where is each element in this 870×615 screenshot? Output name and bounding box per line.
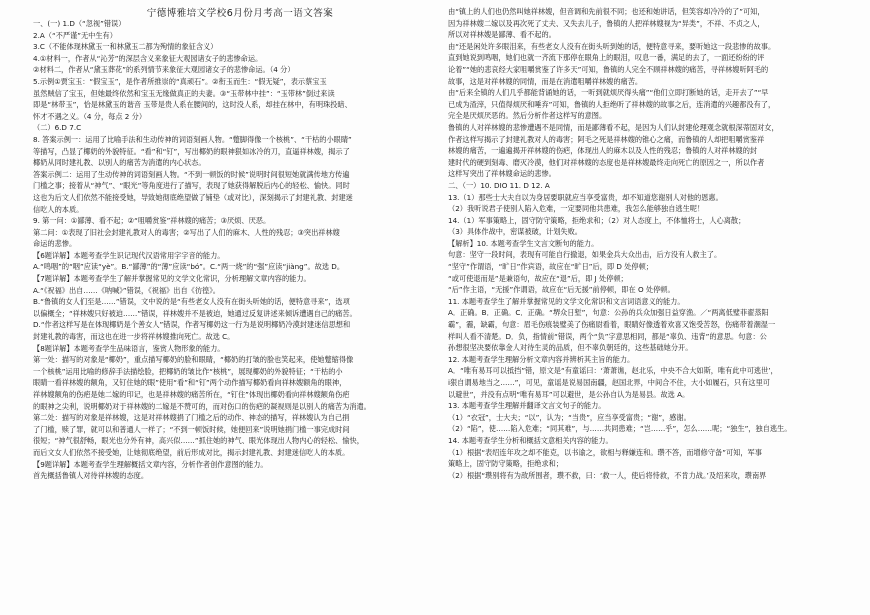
text-line: 由“后来全镇的人们几乎都能背诵她的话，一听到就烦厌得头痛”“他们立即打断她的话，走开去了”“早 bbox=[448, 88, 769, 98]
text-line: 第一处：描写的对象是“椰奶”，重点描写椰奶的脸和眼睛，“椰奶的打皱的脸也笑起来，使她蹩缩得像 bbox=[33, 355, 354, 365]
text-line: 【解析】10. 本题考查学生文言文断句的能力。 bbox=[448, 238, 599, 248]
text-line: 9. 第一问：①鄙薄、看不起；②“咀嚼赏鉴”祥林嫂的痛苦；③厌烦、厌恶。 bbox=[33, 216, 271, 226]
text-line: 等描写，凸显了椰奶的外貌特征。“看”和“钉”，写出椰奶的眼神狠如冰冷的刀，直逼祥林嫂，揭示了 bbox=[33, 146, 350, 156]
text-line: 林嫂的痛苦，一遍遍揭开祥林嫂的伤疤，体现出人的麻木以及人性的残忍；鲁镇的人对祥林嫂的封 bbox=[448, 146, 758, 156]
text-line: 门槛之事；接着从“神气”、“眼光”等角度进行了描写，表现了她获得解脱后内心的轻松、愉快。同时 bbox=[33, 181, 350, 191]
text-line: 直到她说到鸣咽，她们也就一齐流下那停在眼角上的眼泪，叹息一番，满足的去了，一面还纷纷的评 bbox=[448, 53, 765, 63]
text-line: 一个核桃”运用比喻的修辞手法描绘脸，把椰奶的皱比作“核桃”，展现椰奶的外貌特征；“干枯的小 bbox=[33, 366, 343, 376]
text-line: 第二处：描写的对象是祥林嫂，这是对祥林嫂捐了门槛之后的动作、神态的描写，祥林嫂认为自己捐 bbox=[33, 413, 350, 423]
text-line: 12. 本题考查学生理解分析文章内容并辨析其主旨的能力。 bbox=[448, 354, 635, 364]
text-line: 第二问：①表现了旧社会封建礼教对人的毒害；②写出了人们的麻木、人性的残忍；③突出祥林嫂 bbox=[33, 227, 340, 237]
text-line: （2）根据“瓒别将有为敌所围者，瓒不救，曰：‘救一人，使后将恃救，不肯力战。’及绍来攻，瓒南界 bbox=[448, 470, 767, 480]
text-line: 信吃人的本质。 bbox=[33, 204, 84, 214]
text-line: 【7题详解】本题考查学生了解并掌握常见的文学文化常识，分析理解文章内容的能力。 bbox=[33, 274, 311, 284]
text-line: 完全是厌烦厌恶的。然后分析作者这样写的意图。 bbox=[448, 111, 607, 121]
text-line: A.“鸣咽”的“咽”应读“yè”。B.“鄙薄”的“薄”应读“bó”。C.“两一烧”的“强”应读“jiàng”。故选 D。 bbox=[33, 262, 345, 272]
text-line: 建时代的硬到刻毒、磨灭冷漠，他们对祥林嫂的态度也是祥林嫂最终走向死亡的原因之一，所以作者 bbox=[448, 157, 765, 167]
text-line: 鲁镇的人对祥林嫂的悲惨遭遇不是同情，而是鄙薄看不起，是因为人们认封建伦理观念就根深蒂固对女， bbox=[448, 122, 779, 132]
text-line: 14.（1）军事策略上，固守防守策略，拒绝求和；（2）对人态度上，不体恤将士，人心离散； bbox=[448, 215, 746, 225]
text-line: 答案示例二：运用了生动传神的词语刻画人物。“不到一顿饭的时候”说明时间很短她就满传地方传遍 bbox=[33, 169, 350, 179]
text-line: “坚守”作谓语，“旷日”作宾语，故应在“旷日”后，即 D 处停顿； bbox=[448, 262, 653, 272]
text-line: 封建礼教的毒害，而这也在进一步将祥林嫂推向死亡。故选 C。 bbox=[33, 332, 235, 342]
text-line: （2）“陷”，使……陷入危难；“同其难”，与……共同患难；“岂……乎”，怎么……呢；“独生”，独自逃生。 bbox=[448, 424, 792, 434]
text-line: 由“还是闲处许多眼泪来，有些老女人没有在街头听到她的话，便特意寻来，要听她这一段悲惨的故事。 bbox=[448, 41, 776, 51]
text-line: 霸”，霾，缺霸，句意：眉毛伤痕装璧美了伤痛尉看着，眼睛好像透着欢喜又饱受苦怒，伤痛带着潮湿一 bbox=[448, 320, 776, 330]
text-line: 3.C（不能体现林黛玉一和林黛玉二都为殉情的象征含义） bbox=[33, 42, 218, 52]
text-line: 虽然贼信了宝玉，但她最终依然和宝玉无缘做真正的夫妻。③“玉带林中挂”：“玉带林”倒过来读 bbox=[33, 88, 335, 98]
document-title: 宁德博雅培文学校6月份月考高一语文答案 bbox=[146, 8, 334, 19]
text-line: 而后文女人们依然不接受她，让她彻底绝望，前后形成对比，揭示封建礼教、封建迷信吃人的本质。 bbox=[33, 447, 350, 457]
text-line: 这样写突出了祥林嫂命运的悲惨。 bbox=[448, 169, 556, 179]
text-line: 11. 本题考查学生了解并掌握常见的文学文化常识和文言词语意义的能力。 bbox=[448, 296, 685, 306]
text-line: 祥林嫂额角的伤疤是她二嫁的印记，也是祥林嫂的痛苦所在，“钉住”体现出椰奶看向祥林嫂额角伤疤 bbox=[33, 390, 350, 399]
text-line: （二）6.D 7.C bbox=[33, 123, 82, 133]
text-line: 样叫人看不清楚。D．负，指情前“错误，两个“负”字意思相同，都是“辜负、违背”的意思。句意：公 bbox=[448, 331, 767, 341]
text-line: 2.A（“不严谨”无中生有） bbox=[33, 30, 117, 40]
text-line: 以偏概全；“祥林嫂只好被迫……”错误，祥林嫂并不是被迫，她通过反复讲述来倾诉遭遇自己的痛苦。 bbox=[33, 308, 357, 318]
text-line: （1）“衣冠”，士大夫；“以”，认为；“当贵”，应当享受富贵；“谢”，感谢。 bbox=[448, 412, 691, 422]
text-line: ⅰ狠自谓易地当之……”，可见，童谣是说易国南疆，赵国北界，中间合不住，大小如履石，只有这里可 bbox=[448, 378, 770, 387]
text-line: 以避世”，并没有点明“唯有易耳”可以避世，是公孙自认为是易县。故选 A。 bbox=[448, 389, 690, 399]
text-line: 【6题详解】本题考查学生识记现代汉语常用字字音的能力。 bbox=[33, 250, 225, 260]
text-line: 14. 本题考查学生分析和概括文意相关内容的能力。 bbox=[448, 435, 613, 445]
text-line: 首先概括鲁镇人对待祥林嫂的态度。 bbox=[33, 471, 149, 481]
text-line: 13.（1）那些士大夫自以为身居要职就应当享受富贵，却不知道您谢别人对他的恩惠。 bbox=[448, 192, 723, 202]
text-line: 4.①材料一，作者从“沁芳”的深层含义来象征大观园诸女子的悲惨命运。 bbox=[33, 53, 263, 63]
text-line: 命运的悲惨。 bbox=[33, 239, 77, 249]
text-line: 眼睛一看祥林嫂的额角，又钉住她的眼”使用“看”和“钉”两个动作描写椰奶看向祥林嫂额角的眼神， bbox=[33, 378, 347, 388]
text-line: 【9题详解】本题考查学生理解概括文章内容，分析作者创作意图的能力。 bbox=[33, 459, 268, 469]
text-line: 椰奶从同时建礼教、以别人的痛苦为消遣的内心状态。 bbox=[33, 158, 206, 168]
text-line: 由“镇上的人们也仍然叫她祥林嫂，但音调和先前很不同；也还和她讲话，但笑容却冷冷的了”可知， bbox=[448, 7, 765, 16]
text-line: 句意：坚守一段时间，表现有可能自行撤退，如果金兵大众出击，后方没有人救主了。 bbox=[448, 250, 722, 260]
text-line: 的眼神之尖利，说明椰奶对于祥林嫂的二嫁是不赞可的，而对伤口的伤疤的凝视则是以别人的痛苦为消遣。 bbox=[33, 401, 371, 411]
text-line: （1）根据“表绍连年攻之却不能克，以书谕之，欲相与释嫌连和。瓒不答，而增修守备”可知，军事 bbox=[448, 447, 762, 457]
text-line: 策略上，固守防守策略，拒绝求和； bbox=[448, 459, 564, 469]
text-line: “或可使退而是”是兼语句，故应在“退”后，即 J 处停顿； bbox=[448, 273, 628, 283]
text-line: 13. 本题考查学生理解并翻译文言文句子的能力。 bbox=[448, 401, 606, 411]
text-line: 所以对祥林嫂是鄙薄、看不起的。 bbox=[448, 30, 556, 40]
text-line: A．正确。B．正确。C．正确。“堺众日堑”，句意：公孙的兵众加强日益穿渔。／“两离低璧菲翟蒸阳 bbox=[448, 308, 769, 318]
text-line: 因为祥林嫂二嫁以及再次死了丈夫、又失去儿子，鲁镇的人把祥林嫂视为“异类”，不祥、不贞之人， bbox=[448, 18, 765, 28]
text-line: 二、（一）10. DIO 11. D 12. A bbox=[448, 180, 550, 190]
text-line: 即是“林带玉”，恰是林黛玉的谐音 玉带是贵人系在腰间的，这时没人系，却挂在林中，有明珠投暗、 bbox=[33, 100, 352, 110]
text-line: 怀才不遇之义。（4 分，每点 2 分） bbox=[33, 111, 147, 121]
text-line: 孙想很坚决要依靠金人对待生灵的品质，但不辜负朝廷的，这些基础她分开。 bbox=[448, 343, 693, 353]
text-line: 一、(一) 1.D（“忽视”错误） bbox=[33, 19, 126, 28]
text-line: 已成为渣滓，只值得烦厌和唾弃”可知，鲁镇的人拒绝听了祥林嫂的故事之后，连消遣的兴趣都没有了， bbox=[448, 99, 776, 109]
text-line: 5.示例①贾宝玉：“假宝玉”，是作者所推崇的“真顽石”。②衔玉而生：“假无疑”，表示蔡宝玉 bbox=[33, 76, 327, 86]
text-line: （2）我听说君子使别人陷入危难，一定要同他共患难，我怎么能够独自逃生呢！ bbox=[448, 204, 705, 214]
text-line: 论着”“她的悲哀经大家咀嚼赏鉴了许多天”可知，鲁镇的人完全不顾祥林嫂的痛苦，寻祥林嫂听阿毛的 bbox=[448, 64, 769, 74]
right-column bbox=[448, 6, 858, 481]
text-line: 很短；“神气很舒畅，眼光也分外有神，高兴似……”抓住她的神气、眼光体现出人物内心的轻松、愉快， bbox=[33, 436, 364, 446]
text-line: A.“《祝福》出自……《呐喊》”错误，《祝福》出自《彷徨》。 bbox=[33, 285, 220, 295]
text-line: 这也为后文人们依然不能接受她，导致她彻底绝望做了铺垫（或对比），深刻揭示了封建礼教、封建迷 bbox=[33, 192, 353, 202]
text-line: ②材料二，作者从“黛玉葬花”的系列情节来象征大观园诸女子的悲惨命运。（4 分） bbox=[33, 65, 295, 75]
text-line: D.“作者这样写是在体现椰奶是个善女人”错误，作者写椰奶这一行为是说明椰奶冷漠封建迷信思想和 bbox=[33, 320, 351, 330]
left-column bbox=[33, 18, 443, 482]
text-line: “后”作主语，“无援”作谓语，故应在“后无援”前停顿，即在 O 处停顿。 bbox=[448, 285, 675, 295]
text-line: 了门槛，赎了罪，就可以和普通人一样了；“不到一顿饭时候，她便回来”说明她捐门槛一事完成时间 bbox=[33, 424, 350, 434]
text-line: A．“唯有易耳可以抵挡”错，原文是“有童谣曰：‘萧萧谯，赵北乐，中央不合大如斯，唯有此中可逃世’， bbox=[448, 366, 778, 376]
text-line: 作者这样写揭示了封建礼教对人的毒害；阿毛之死是祥林嫂的锥心之痛，而鲁镇的人却把咀嚼赏鉴祥 bbox=[448, 134, 765, 144]
text-line: （3）具体作战中，密谋被破，计划失败。 bbox=[448, 227, 582, 237]
text-line: 【8题详解】本题考查学生品味语言，鉴赏人物形象的能力。 bbox=[33, 343, 225, 353]
text-line: 故事，这是对祥林嫂的同情，而是在消遣咀嚼祥林嫂的痛苦。 bbox=[448, 76, 643, 86]
text-line: B.“鲁镇的女人们至是……”错误，文中说的是“有些老女人没有在街头听她的话，便特意寻来”，选项 bbox=[33, 297, 350, 307]
text-line: 8. 答案示例一：运用了比喻手法和生动传神的词语刻画人物。“蹩脚得像一个核桃”、“干枯的小眼睛” bbox=[33, 134, 352, 144]
